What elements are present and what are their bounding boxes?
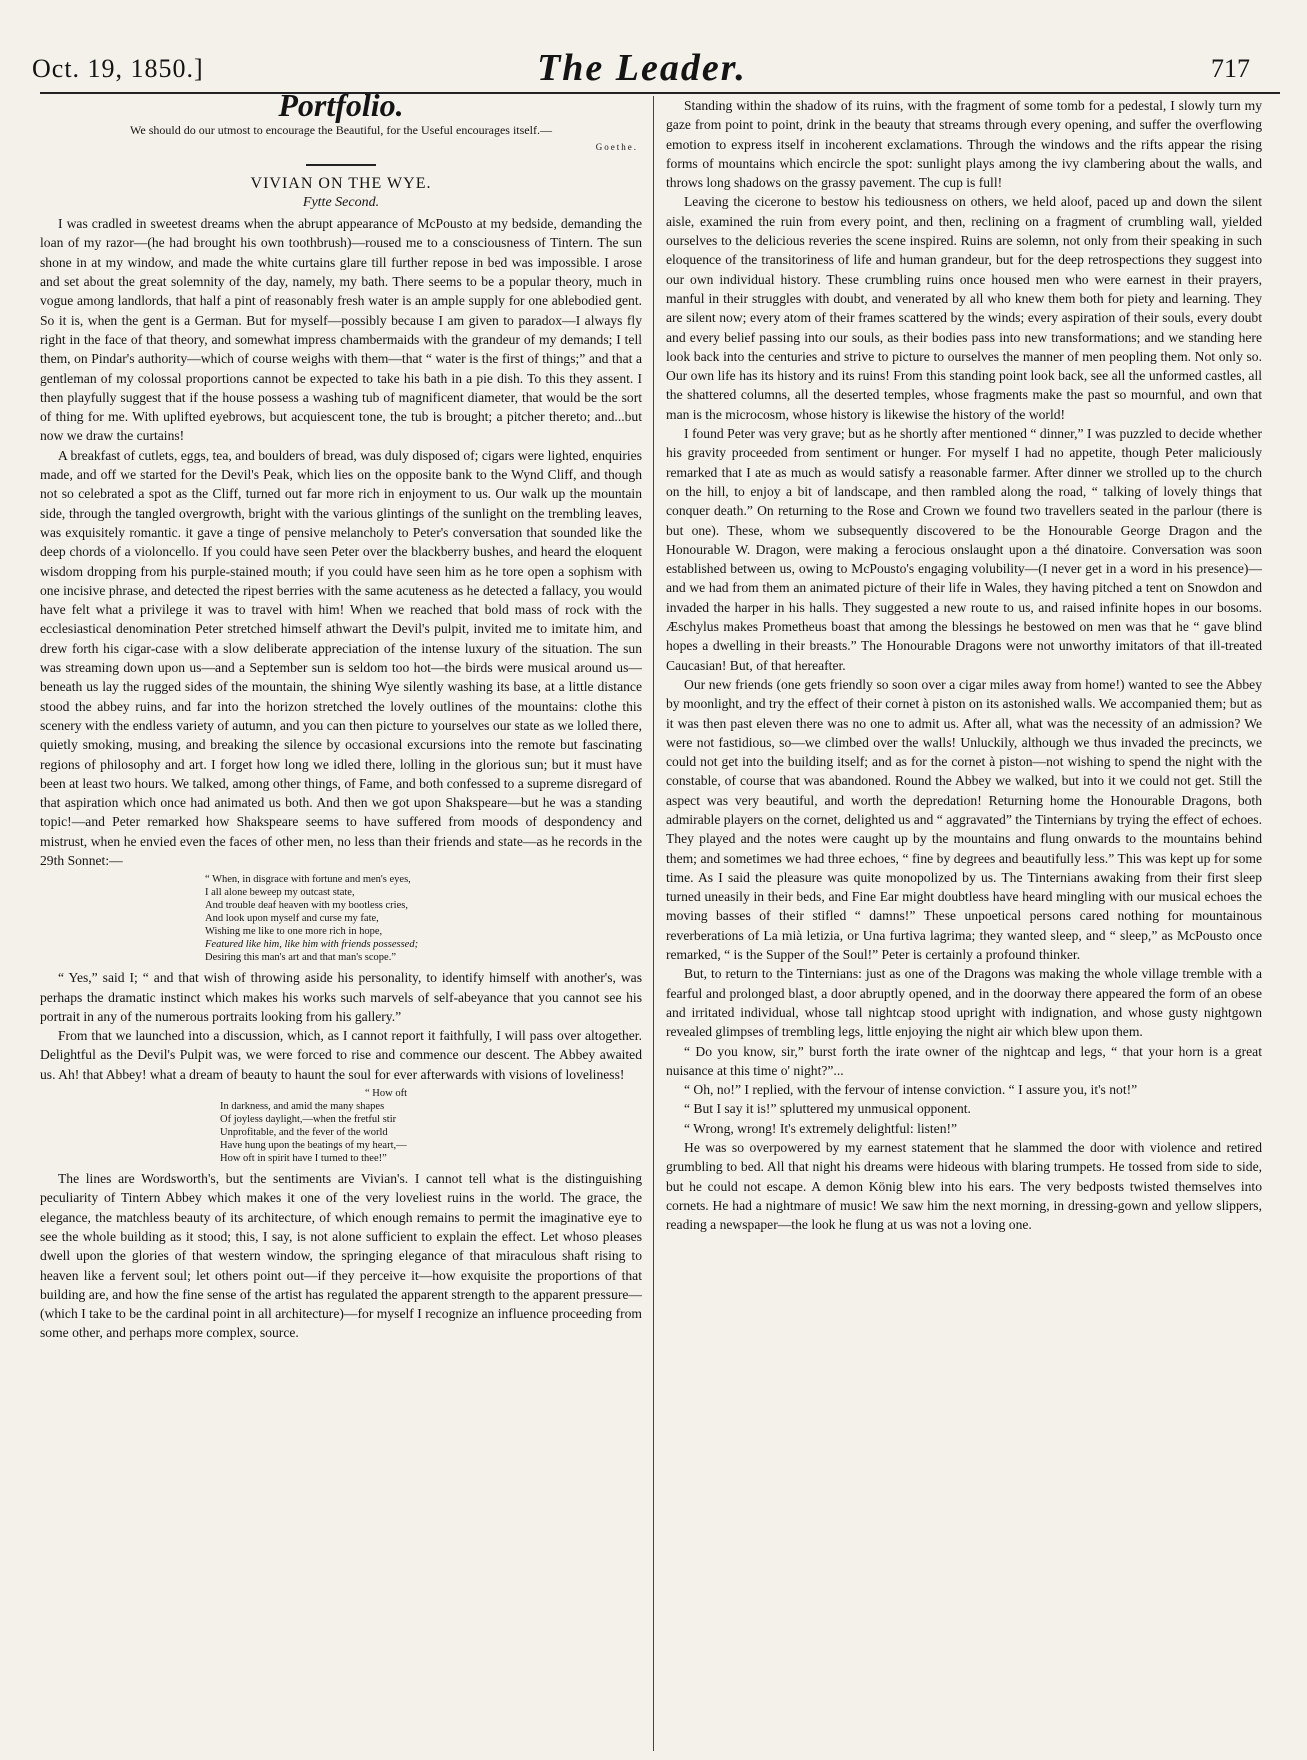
paragraph: He was so overpowered by my earnest statement that he slammed the door with violence and retired grumbling to bed. All that night his dreams were hideous with blaring trumpets. He tossed from side to side, but he could not escape. A demon König blew into his ears. The very bedposts twisted themselves into cornets. He had a nightmare of music! We saw him the next morning, in dressing-gown and yellow slippers, reading a newspaper—the look he flung at us was not a loving one.	[666, 1140, 1262, 1233]
paragraph: “ Do you know, sir,” burst forth the irate owner of the nightcap and legs, “ that your horn is a great nuisance at this time o' night?”...	[666, 1043, 1262, 1078]
paragraph: I was cradled in sweetest dreams when the abrupt appearance of McPousto at my bedside, demanding the loan of my razor—(he had brought his own toothbrush)—roused me to a consciousness of Tintern. The sun shone in at my window, and made the white curtains glare till further repose in bed was impossible. I arose and set about the great solemnity of the day, namely, my bath. There seems to be a popular theory, much in vogue among landlords, that half a pint of reasonably fresh water is an ample supply for one ablebodied gent. So it is, when the gent is a German. But for myself—possibly because I am given to paradox—I always fly right in the face of that theory, and somewhat impress chambermaids with the grandeur of my demands; I tell them, on Pindar's authority—which of course weighs with them—that “ water is the first of things;” and that a gentleman of my colossal proportions cannot be expected to take his bath in a pie dish. To this they assent. I then playfully suggest that if the house possess a washing tub of magnificent diameter, that would be the sort of thing for me. With uplifted eyebrows, but acquiescent tone, the tub is brought; a pitcher thereto; and...but now we draw the curtains!	[40, 216, 642, 444]
left-column	[40, 87, 642, 1343]
paragraph: From that we launched into a discussion, which, as I cannot report it faithfully, I will pass over altogether. Delightful as the Devil's Pulpit was, we were forced to rise and commence our descent. The Abbey awaited us. Ah! that Abbey! what a dream of beauty to haunt the soul for ever afterwards with visions of loveliness!	[40, 1028, 642, 1082]
article-subtitle: Fytte Second.	[302, 194, 380, 210]
paragraph: A breakfast of cutlets, eggs, tea, and boulders of bread, was duly disposed of; cigars were lighted, enquiries made, and off we started for the Devil's Peak, which lies on the opposite bank to the Wynd Cliff, and though not so celebrated a spot as the Cliff, turned out far more rich in enjoyment to us. Our walk up the mountain side, through the tangled overgrowth, bright with the various glintings of the sunlight on the trembling leaves, was exquisitely romantic. it gave a tinge of pensive melancholy to Peter's conversation that sounded like the deep chords of a violoncello. If you could have seen Peter over the blackberry bushes, and heard the eloquent wisdom dropping from his purple-stained mouth; if you could have seen him as he tore open a sophism with one incisive phrase, and detected the ripest berries with the same acuteness as he detected a fallacy, you would have felt what a privilege it was to travel with him! When we reached that bold mass of rock with the ecclesiastical denomination Peter stretched himself athwart the Devil's pulpit, invited me to imitate him, and drew forth his cigar-case with a slow deliberate appreciation of the intense luxury of the situation. The sun was streaming down upon us—and a September sun is seldom too hot—the birds were musical around us—beneath us lay the rugged sides of the mountain, the shining Wye silently washing its base, at a little distance stood the abbey ruins, and far into the horizon stretched the lovely outlines of the mountains: clothe this scenery with the endless variety of autumn, and you can then picture to yourselves our state as we lolled there, quietly smoking, musing, and breaking the silence by occasional excursions into the remote but fascinating regions of philosophy and art. I forget how long we idled there, lolling in the glorious sun; but it must have been at least two hours. We talked, among other things, of Fame, and both confessed to a supreme disregard of that aspiration which once had animated us both. And then we got upon Shakspeare—but he was a standing topic!—and Peter remarked how Shakspeare seems to have suffered from moods of despondency and mistrust, when he envied even the faces of other men, no less than their friends and state—as he records in the 29th Sonnet:—	[40, 447, 642, 868]
poem-line: “ How oft	[365, 1088, 407, 1100]
poem-line: “ When, in disgrace with fortune and men's eyes,	[205, 874, 411, 886]
paragraph: “ Wrong, wrong! It's extremely delightful: listen!”	[684, 1120, 958, 1136]
issue-date: Oct. 19, 1850.]	[32, 54, 204, 83]
poem-line: Have hung upon the beatings of my heart,—	[220, 1140, 407, 1152]
paragraph: I found Peter was very grave; but as he shortly after mentioned “ dinner,” I was puzzled to decide whether his gravity proceeded from sentiment or hunger. For myself I had no appetite, though Peter maliciously remarked that I ate as much as would satisfy a reasonable farmer. After dinner we strolled up to the church on the hill, to enjoy a bit of landscape, and then rambled along the road, “ talking of lovely things that conquer death.” On returning to the Rose and Crown we found two travellers seated in the parlour (there is but one). These, whom we subsequently discovered to be the Honourable George Dragon and the Honourable W. Dragon, were making a ferocious onslaught upon a thé dinatoire. Conversation was soon established between us, owing to McPousto's engaging volubility—(I never get in a word in his presence)—and we had from them an animated picture of their life in Wales, they having pitched a tent on Snowdon and invaded the harper in his halls. They suggested a new route to us, and raised infinite hopes in our bosoms. Æschylus makes Prometheus boast that among the blessings he bestowed on men was that he “ gave blind hopes a dwelling in their breasts.” The Honourable Dragons were not unworthy imitators of that ill-treated Caucasian! But, of that hereafter.	[666, 426, 1262, 673]
poem-line: How oft in spirit have I turned to thee!”	[220, 1153, 387, 1165]
poem-line: Of joyless daylight,—when the fretful stir	[220, 1114, 397, 1126]
paragraph: Leaving the cicerone to bestow his tediousness on others, we held aloof, paced up and down the silent aisle, examined the ruin from every point, and then, reclining on a fragment of crumbling wall, yielded ourselves to the delicious reveries the scene inspired. Ruins are solemn, not only from their speaking in such eloquence of the transitoriness of life and human grandeur, but for the deep retrospections they suggest into our own individual history. These crumbling ruins once housed men who were earnest in their prayers, manful in their struggles with doubt, and venerated by all who knew them both for piety and learning. They are silent now; every atom of their frames scattered by the winds; every aspiration of their souls, every doubt and every belief passing into our souls, as their bodies pass into new transformations; and we standing here look back into the centuries and strive to picture to ourselves the manner of men peopling them. Not only so. Our own life has its history and its ruins! From this standing point look back, see all the unformed castles, all the shattered columns, all the deserted temples, whose fragments make the past so mournful, and own that man is the microcosm, whose history is likewise the history of the world!	[666, 194, 1262, 422]
page-header	[22, 48, 1262, 98]
poem-line: Featured like him, like him with friends possessed;	[205, 939, 419, 951]
sonnet-quote	[205, 873, 642, 964]
paragraph: “ Yes,” said I; “ and that wish of throwing aside his personality, to identify himself with another's, was perhaps the dramatic instinct which makes his works such marvels of self-abeyance that you cannot see his portrait in any of the numerous portraits looking from his gallery.”	[40, 970, 642, 1024]
poem-line: Wishing me like to one more rich in hope,	[205, 926, 383, 938]
paragraph: “ But I say it is!” spluttered my unmusical opponent.	[684, 1101, 971, 1117]
epigraph: We should do our utmost to encourage the Beautiful, for the Useful encourages itself.—	[130, 123, 552, 138]
poem-line: In darkness, and amid the many shapes	[220, 1101, 385, 1113]
paragraph: Standing within the shadow of its ruins, with the fragment of some tomb for a pedestal, I slowly turn my gaze from point to point, drink in the beauty that streams through every opening, and suffer the overflowing emotion to express itself in incoherent exclamations. Through the windows and the rifts appear the rising forms of mountains which encircle the spot: sunlight plays among the ivy clambering about the walls, and throws long shadows on the grassy pavement. The cup is full!	[666, 98, 1262, 191]
paragraph: But, to return to the Tinternians: just as one of the Dragons was making the whole village tremble with a fearful and prolonged blast, a door abruptly opened, and in the doorway there appeared the form of an obese and irritated individual, whose tall nightcap stood upright with indignation, and whose gusty nightgown revealed glimpses of trembling legs, little enjoying the night air which blew upon them.	[666, 966, 1262, 1040]
epigraph-author: Goethe.	[595, 142, 638, 153]
wordsworth-quote	[220, 1087, 642, 1165]
right-column	[666, 96, 1262, 1235]
paragraph: “ Oh, no!” I replied, with the fervour of intense conviction. “ I assure you, it's not!”	[684, 1082, 1138, 1098]
poem-line: And trouble deaf heaven with my bootless cries,	[205, 900, 408, 912]
paragraph: Our new friends (one gets friendly so soon over a cigar miles away from home!) wanted to see the Abbey by moonlight, and try the effect of their cornet à piston on its astonished walls. We accompanied them; but as it was then past eleven there was no one to admit us. After all, what was the necessity of an admission? We were not fastidious, so—we climbed over the walls! Unluckily, although we thus invaded the precincts, we could not get into the building itself; and as for the cornet à piston—not wishing to spend the night with the constable, of course that was abandoned. Round the Abbey we walked, but into it we could not get. Still the aspect was very beautiful, and worth the depredation! Returning home the Honourable Dragons, both admirable players on the cornet, delighted us and “ aggravated” the Tinternians by trying the effect of echoes. They played and the notes were caught up by the mountains and flung onwards to the mountains behind them; and sometimes we had three echoes, “ fine by degrees and beautifully less.” This was kept up for some time. As I said the pleasure was quite monopolized by us. The Tinternians awaking from their first sleep turned uneasily in their beds, and Fine Ear might doubtless have heard mingling with our musical echoes the moving basses of their stifled “ damns!” These unpoetical persons cared nothing for mountainous reverberations of La mià letizia, or Una furtiva lagrima; they wanted sleep, and “ sleep,” as McPousto once remarked, “ is the Supper of the Soul!” Peter is certainly a profound thinker.	[666, 676, 1262, 963]
header-rule	[40, 92, 1280, 94]
poem-line: I all alone beweep my outcast state,	[205, 887, 355, 899]
masthead: The Leader.	[537, 47, 747, 89]
paragraph: The lines are Wordsworth's, but the sentiments are Vivian's. I cannot tell what is the distinguishing peculiarity of Tintern Abbey which makes it one of the very loveliest ruins in the world. The grace, the elegance, the matchless beauty of its architecture, of which enough remains to permit the imaginative eye to see the whole building as it stood; this, I say, is not alone sufficient to explain the effect. Let whoso pleases dwell upon the glories of that western window, the springing elegance of that miraculous shaft rising to heaven like a fervent soul; let others point out—if they perceive it—how exquisite the proportions of that building are, and how the fine sense of the artist has regulated the apparent strength to the apparent pressure—(which I take to be the cardinal point in all architecture)—for myself I recognize an influence proceeding from some other, and perhaps more complex, source.	[40, 1171, 642, 1341]
poem-line: And look upon myself and curse my fate,	[205, 913, 379, 925]
column-divider	[653, 96, 654, 1751]
title-rule	[306, 164, 376, 166]
page-number: 717	[1211, 54, 1250, 83]
section-title: Portfolio.	[278, 87, 404, 123]
poem-line: Desiring this man's art and that man's scope.”	[205, 952, 396, 964]
article-title: VIVIAN ON THE WYE.	[250, 174, 432, 192]
poem-line: Unprofitable, and the fever of the world	[220, 1127, 388, 1139]
